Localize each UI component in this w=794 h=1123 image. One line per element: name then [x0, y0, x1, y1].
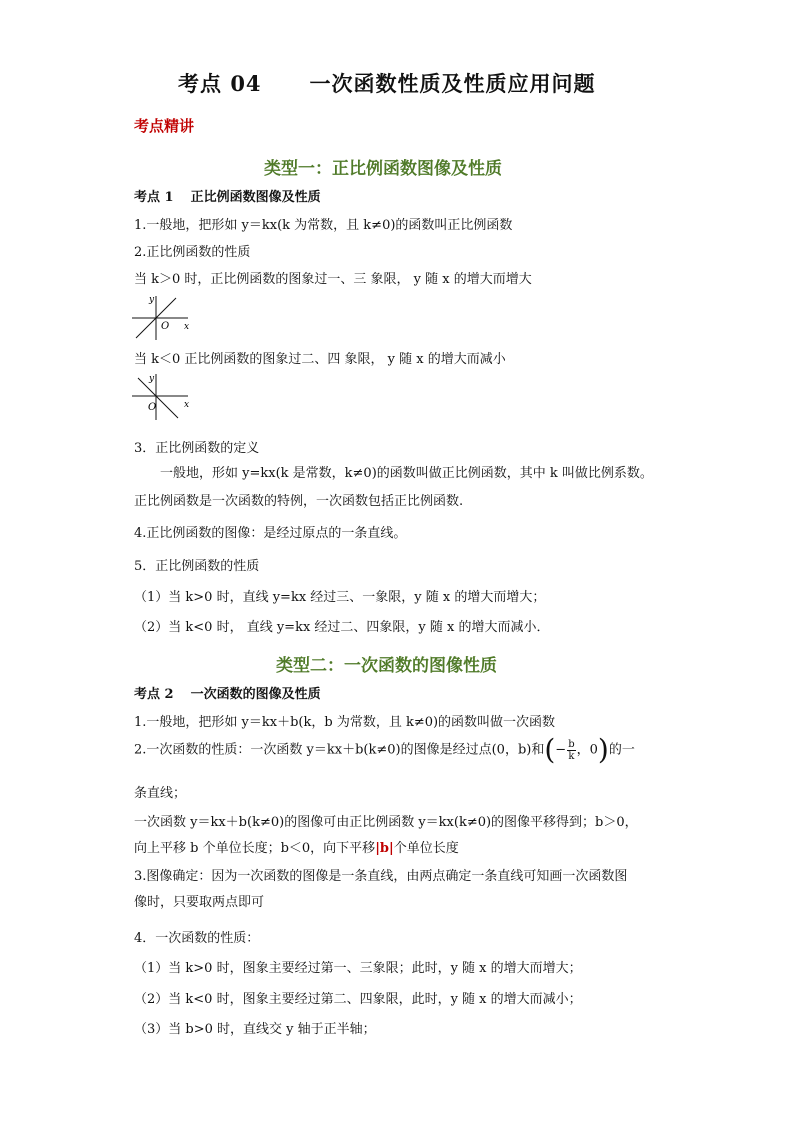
graph2-y-label: y [149, 374, 155, 384]
type1-line-11: （2）当 k<0 时， 直线 y=kx 经过二、四象限，y 随 x 的增大而减小． [134, 620, 550, 635]
graph2-origin-label: O [148, 402, 157, 413]
page-title [178, 68, 596, 98]
type1-point-label: 考点 1 [134, 190, 174, 205]
type1-line-6: 一般地，形如 y=kx(k 是常数，k≠0)的函数叫做正比例函数，其中 k 叫做比例系数。 [160, 466, 653, 481]
title-prefix: 考点 [178, 71, 222, 96]
type2-line2-pre: 2.一次函数的性质：一次函数 y＝kx＋b(k≠0)的图像是经过点(0，b)和 [134, 742, 545, 758]
type1-line-1: 1.一般地，把形如 y＝kx(k 为常数，且 k≠0)的函数叫正比例函数 [134, 218, 513, 233]
graph2-x-label: x [184, 400, 190, 410]
type2-line-6: 3.图像确定：因为一次函数的图像是一条直线，由两点确定一条直线可知画一次函数图 [134, 869, 628, 884]
type1-line-10: （1）当 k>0 时，直线 y=kx 经过三、一象限，y 随 x 的增大而增大； [134, 590, 546, 605]
type2-point-text: 一次函数的图像及性质 [190, 687, 321, 702]
type1-point-text: 正比例函数图像及性质 [190, 190, 321, 205]
title-text: 一次函数性质及性质应用问题 [309, 71, 596, 96]
type2-heading: 类型二：一次函数的图像性质 [276, 656, 497, 676]
graph-negative-k [130, 370, 200, 422]
graph1-x-label: x [184, 322, 190, 332]
formula-fraction [567, 739, 575, 762]
type2-point-label: 考点 2 [134, 687, 174, 702]
title-number: 04 [230, 71, 262, 96]
type1-line-3: 当 k＞0 时，正比例函数的图象过一、三 象限， y 随 x 的增大而增大 [134, 272, 532, 287]
type1-line-8: 4.正比例函数的图像：是经过原点的一条直线。 [134, 526, 407, 541]
type2-point-title [134, 683, 321, 702]
type1-line-5: 3．正比例函数的定义 [134, 441, 260, 456]
type2-line-4: 一次函数 y＝kx＋b(k≠0)的图像可由正比例函数 y＝kx(k≠0)的图像平移得到；b＞0， [134, 815, 638, 830]
type1-heading: 类型一：正比例函数图像及性质 [264, 159, 502, 179]
type2-line-10: （2）当 k<0 时，图象主要经过第二、四象限，此时，y 随 x 的增大而减小； [134, 992, 582, 1007]
type2-line-5 [134, 837, 459, 856]
type2-line-2 [134, 733, 635, 766]
type2-line2-post: 的一 [608, 742, 635, 758]
graph1-y-label: y [149, 295, 155, 305]
type2-line-7: 像时，只要取两点即可 [134, 895, 265, 910]
formula-mid: ，0 [576, 742, 598, 758]
type1-line-4: 当 k＜0 正比例函数的图象过二、四 象限， y 随 x 的增大而减小 [134, 352, 506, 367]
type1-line-9: 5．正比例函数的性质 [134, 559, 260, 574]
type2-line5-post: 个单位长度 [393, 841, 459, 856]
type1-line-2: 2.正比例函数的性质 [134, 245, 251, 260]
fraction-numerator: b [568, 738, 575, 750]
type2-line5-pre: 向上平移 b 个单位长度；b＜0，向下平移 [134, 841, 376, 856]
fraction-denominator: k [568, 750, 575, 762]
type1-point-title [134, 186, 321, 205]
section-heading: 考点精讲 [134, 117, 195, 135]
absolute-value-b: |b| [375, 841, 394, 856]
type2-line-3: 条直线； [134, 786, 187, 801]
type2-line-1: 1.一般地，把形如 y＝kx＋b(k，b 为常数，且 k≠0)的函数叫做一次函数 [134, 715, 556, 730]
type2-line-9: （1）当 k>0 时，图象主要经过第一、三象限；此时，y 随 x 的增大而增大； [134, 961, 582, 976]
type1-line-7: 正比例函数是一次函数的特例，一次函数包括正比例函数. [134, 494, 464, 509]
formula-paren-right: ) [597, 733, 609, 766]
type2-line-8: 4．一次函数的性质： [134, 931, 260, 946]
graph1-origin-label: O [161, 321, 170, 332]
formula-paren-left: ( [544, 733, 556, 766]
formula-minus: − [555, 742, 567, 758]
graph-positive-k [130, 290, 200, 342]
type2-line-11: （3）当 b>0 时，直线交 y 轴于正半轴； [134, 1022, 376, 1037]
